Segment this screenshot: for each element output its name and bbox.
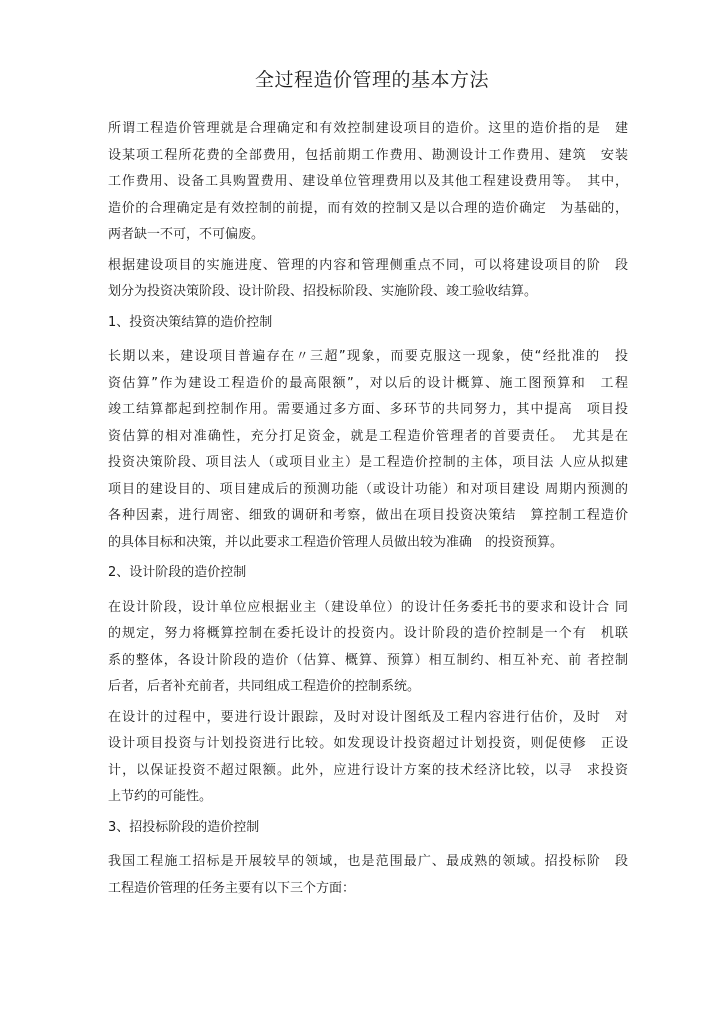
paragraph <box>108 116 628 249</box>
paragraph-line: 各种因素，进行周密、细致的调研和考察，做出在项目投资决策结 算控制工程造价 <box>108 508 628 523</box>
paragraph-line: 工程造价管理的任务主要有以下三个方面： <box>108 880 356 896</box>
paragraph <box>108 849 628 902</box>
section-heading: 2、设计阶段的造价控制 <box>108 565 247 580</box>
document-title: 全过程造价管理的基本方法 <box>254 69 489 91</box>
paragraph-line: 工作费用、设备工具购置费用、建设单位管理费用以及其他工程建设费用等。 其中， <box>108 174 628 189</box>
section-heading: 1、投资决策结算的造价控制 <box>108 314 273 330</box>
paragraph-line: 竣工结算都起到控制作用。需要通过多方面、多环节的共同努力，其中提高 项目投 <box>108 402 628 417</box>
paragraph-line: 系的整体，各设计阶段的造价（估算、概算、预算）相互制约、相互补充、前 者控制 <box>108 652 628 668</box>
paragraph-line: 的具体目标和决策，并以此要求工程造价管理人员做出较为准确 的投资预算。 <box>108 534 564 550</box>
paragraph-line: 计，以保证投资不超过限额。此外，应进行设计方案的技术经济比较，以寻 求投资 <box>108 762 628 778</box>
paragraph-line: 两者缺一不可，不可偏废。 <box>108 227 265 242</box>
paragraph-line: 划分为投资决策阶段、设计阶段、招投标阶段、实施阶段、竣工验收结算。 <box>108 284 538 299</box>
paragraph-line: 投资决策阶段、项目法人（或项目业主）是工程造价控制的主体，项目法 人应从拟建 <box>108 455 628 470</box>
paragraph-line: 在设计阶段，设计单位应根据业主（建设单位）的设计任务委托书的要求和设计合 同 <box>108 599 628 615</box>
paragraph-line: 资估算”作为建设工程造价的最高限额”，对以后的设计概算、施工图预算和 工程 <box>108 375 628 391</box>
section-heading: 3、招投标阶段的造价控制 <box>108 819 260 835</box>
paragraph <box>108 595 628 701</box>
paragraph-line: 设某项工程所花费的全部费用，包括前期工作费用、勘测设计工作费用、建筑 安装 <box>108 147 628 163</box>
paragraph-line: 设计项目投资与计划投资进行比较。如发现设计投资超过计划投资，则促使修 正设 <box>108 736 628 751</box>
paragraph <box>108 253 628 306</box>
paragraph-line: 在设计的过程中，要进行设计跟踪，及时对设计图纸及工程内容进行估价，及时 对 <box>108 709 628 725</box>
paragraph-line: 上节约的可能性。 <box>108 789 213 804</box>
paragraph <box>108 705 628 811</box>
paragraph-line: 我国工程施工招标是开展较早的领域，也是范围最广、最成熟的领域。招投标阶 段 <box>108 854 628 869</box>
paragraph-line: 的规定，努力将概算控制在委托设计的投资内。设计阶段的造价控制是一个有 机联 <box>108 626 628 641</box>
paragraph-line: 资估算的相对准确性，充分打足资金，就是工程造价管理者的首要责任。 尤其是在 <box>108 428 628 444</box>
document-body <box>108 116 628 902</box>
paragraph-line: 项目的建设目的、项目建成后的预测功能（或设计功能）和对项目建设 周期内预测的 <box>108 481 628 497</box>
paragraph <box>108 344 628 556</box>
paragraph-line: 后者，后者补充前者，共同组成工程造价的控制系统。 <box>108 679 421 694</box>
paragraph-line: 根据建设项目的实施进度、管理的内容和管理侧重点不同，可以将建设项目的阶 段 <box>108 257 628 273</box>
paragraph-line: 造价的合理确定是有效控制的前提，而有效的控制又是以合理的造价确定 为基础的， <box>108 200 628 216</box>
paragraph-line: 所谓工程造价管理就是合理确定和有效控制建设项目的造价。这里的造价指的是 建 <box>108 121 628 136</box>
paragraph-line: 长期以来，建设项目普遍存在〃三超”现象，而要克服这一现象，使“经批准的 投 <box>108 349 628 364</box>
